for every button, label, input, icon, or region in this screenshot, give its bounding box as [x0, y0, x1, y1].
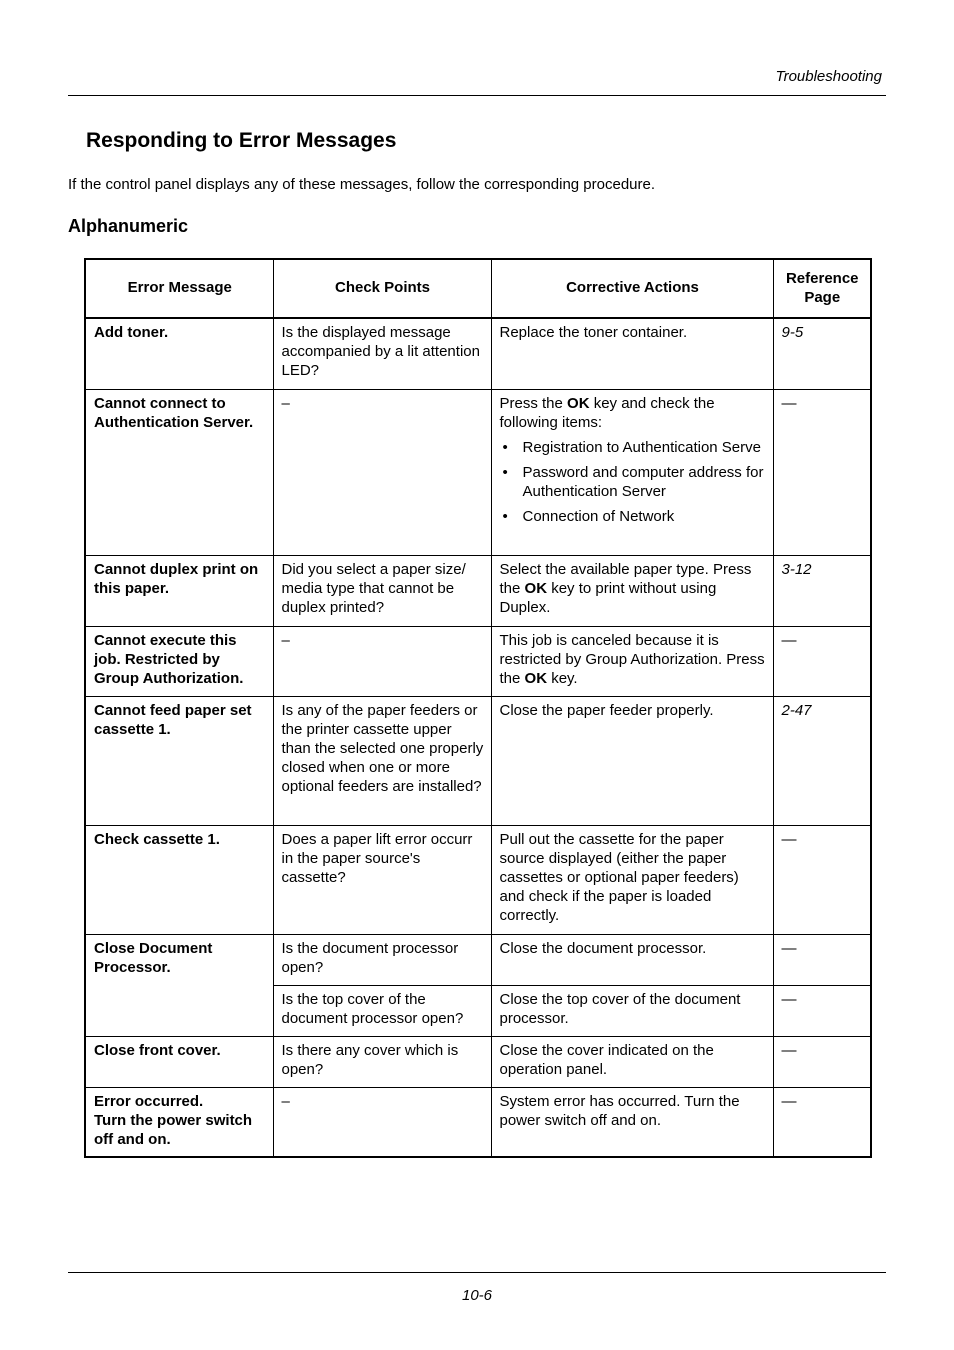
page-number: 10-6: [461, 1287, 493, 1304]
table-row: [85, 1087, 871, 1157]
error-message-line: Error occurred.: [94, 1092, 204, 1110]
check-points-cell: –: [273, 626, 491, 696]
action-text-part: This job is canceled because it is restricted by Group Authorization. Press the: [499, 631, 765, 687]
action-text-part: Press the: [499, 394, 568, 412]
list-item: • Connection of Network: [500, 507, 766, 526]
error-message-cell: Close front cover.: [85, 1036, 273, 1087]
corrective-actions-cell: Close the cover indicated on the operation panel.: [491, 1036, 773, 1087]
list-item: • Registration to Authentication Serve: [500, 438, 766, 457]
check-points-cell: Is there any cover which is open?: [273, 1036, 491, 1087]
error-message-cell: Add toner.: [85, 318, 273, 389]
reference-page-cell: 9-5: [773, 318, 871, 389]
action-text-part: key.: [547, 669, 578, 687]
corrective-actions-cell: [491, 626, 773, 696]
list-item: • Password and computer address for Authentication Server: [500, 463, 766, 501]
ok-key-label: OK: [524, 669, 548, 687]
table-header-row: [85, 259, 871, 318]
corrective-actions-cell: Close the paper feeder properly.: [491, 696, 773, 825]
page-title: Responding to Error Messages: [86, 129, 397, 152]
table-row: [85, 555, 871, 626]
corrective-actions-cell: [491, 389, 773, 555]
column-header-check-points: Check Points: [273, 259, 491, 318]
action-text-part: key and check the following items:: [499, 394, 715, 431]
reference-page-cell: 2-47: [773, 696, 871, 825]
reference-page-cell: 3-12: [773, 555, 871, 626]
reference-page-cell: —: [773, 389, 871, 555]
table-row: [85, 825, 871, 934]
action-text-part: key to print without using Duplex.: [499, 579, 717, 616]
check-points-cell: Is any of the paper feeders or the printer cassette upper than the selected one properly closed when one or more optional feeders are installed?: [273, 696, 491, 825]
reference-page-cell: —: [773, 825, 871, 934]
table-row: [85, 696, 871, 825]
error-message-cell: [85, 1087, 273, 1157]
reference-page-cell: —: [773, 934, 871, 985]
table-row: [85, 389, 871, 555]
footer-rule: [68, 1272, 886, 1273]
check-points-cell: Is the document processor open?: [273, 934, 491, 985]
error-message-cell: Cannot feed paper set cassette 1.: [85, 696, 273, 825]
error-messages-table: [84, 258, 872, 1158]
ok-key-label: OK: [567, 394, 590, 412]
ok-key-label: OK: [524, 579, 548, 597]
reference-page-cell: —: [773, 985, 871, 1036]
table-row: [85, 1036, 871, 1087]
section-title: Alphanumeric: [68, 216, 189, 236]
header-rule: [68, 95, 886, 96]
column-header-reference-page: Reference Page: [773, 259, 871, 318]
action-text: [500, 394, 766, 432]
check-points-cell: –: [273, 1087, 491, 1157]
column-header-corrective-actions: Corrective Actions: [491, 259, 773, 318]
corrective-actions-cell: Pull out the cassette for the paper source displayed (either the paper cassettes or optional paper feeders) and check if the paper is loaded correctly.: [491, 825, 773, 934]
check-points-cell: Is the top cover of the document processor open?: [273, 985, 491, 1036]
table-row: [85, 934, 871, 985]
error-message-cell: Cannot duplex print on this paper.: [85, 555, 273, 626]
corrective-actions-cell: Close the document processor.: [491, 934, 773, 985]
reference-page-cell: —: [773, 1036, 871, 1087]
check-points-cell: Does a paper lift error occurr in the paper source's cassette?: [273, 825, 491, 934]
running-header: Troubleshooting: [775, 68, 882, 85]
error-message-cell: Cannot execute this job. Restricted by Group Authorization.: [85, 626, 273, 696]
error-message-cell: Cannot connect to Authentication Server.: [85, 389, 273, 555]
error-message-line: Turn the power switch off and on.: [94, 1111, 253, 1148]
check-points-cell: Is the displayed message accompanied by a lit attention LED?: [273, 318, 491, 389]
table-row: [85, 318, 871, 389]
check-points-cell: –: [273, 389, 491, 555]
error-message-cell: Check cassette 1.: [85, 825, 273, 934]
reference-page-cell: —: [773, 626, 871, 696]
action-text-part: Select the available paper type. Press the: [499, 560, 752, 597]
corrective-actions-cell: Replace the toner container.: [491, 318, 773, 389]
column-header-error-message: Error Message: [85, 259, 273, 318]
corrective-actions-cell: System error has occurred. Turn the power switch off and on.: [491, 1087, 773, 1157]
error-message-cell: Close Document Processor.: [85, 934, 273, 1036]
corrective-actions-cell: Close the top cover of the document processor.: [491, 985, 773, 1036]
check-points-cell: Did you select a paper size/ media type that cannot be duplex printed?: [273, 555, 491, 626]
check-items-list: [500, 438, 766, 526]
corrective-actions-cell: [491, 555, 773, 626]
intro-paragraph: If the control panel displays any of these messages, follow the corresponding procedure.: [68, 176, 656, 193]
reference-page-cell: —: [773, 1087, 871, 1157]
table-row: [85, 626, 871, 696]
